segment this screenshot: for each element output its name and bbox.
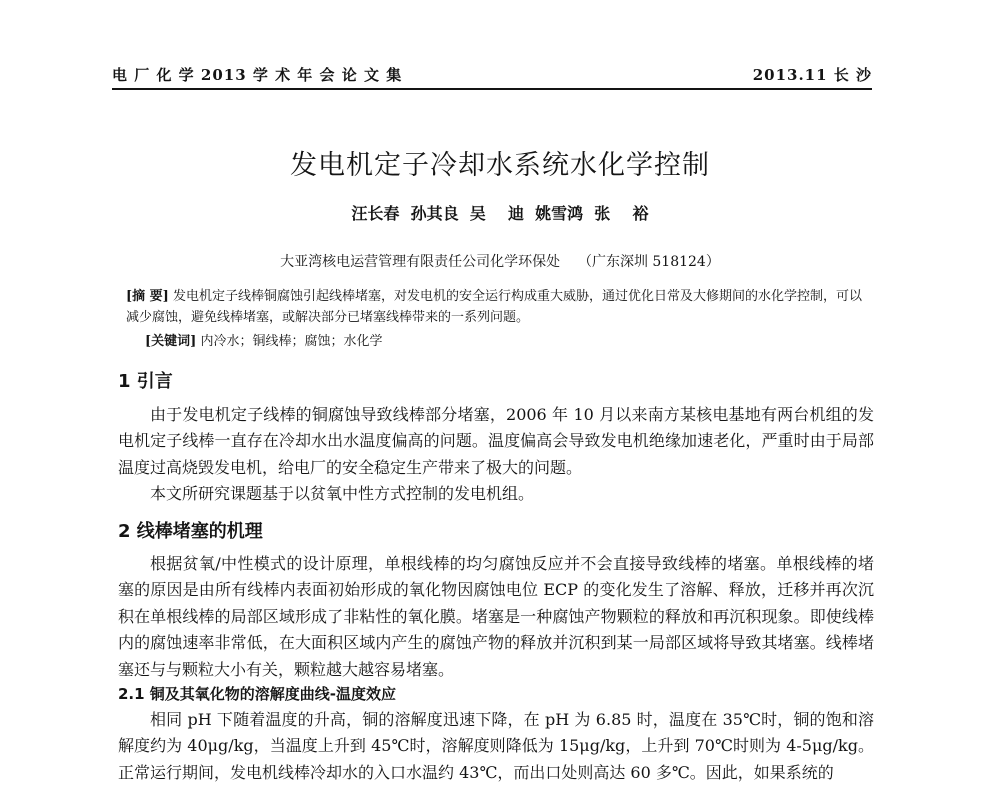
paper-title: 发电机定子冷却水系统水化学控制: [290, 150, 710, 181]
body-paragraph: 本文所研究课题基于以贫氧中性方式控制的发电机组。: [150, 484, 535, 503]
header-proceedings-title: 电 厂 化 学 2013 学 术 年 会 论 文 集: [112, 66, 403, 84]
abstract-label: [摘 要]: [126, 289, 169, 304]
keywords: [145, 331, 873, 352]
section-heading-introduction: 1 引言: [118, 371, 173, 392]
body-paragraph: 根据贫氧/中性模式的设计原理，单根线棒的均匀腐蚀反应并不会直接导致线棒的堵塞。单根线棒的堵塞的原因是由所有线棒内表面初始形成的氧化物因腐蚀电位 ECP 的变化发生了溶解、释放，迁移并再次沉积在单根线棒的局部区域形成了非粘性的氧化膜。堵塞是一种腐蚀产物颗粒的释放和再沉积现象。即使线棒内的腐蚀速率非常低，在大面积区域内产生的腐蚀产物的释放并沉积到某一局部区域将导致其堵塞。线棒堵塞还与与颗粒大小有关，颗粒越大越容易堵塞。: [118, 554, 874, 679]
keywords-label: [关键词]: [145, 334, 197, 349]
subsection-heading-solubility: 2.1 铜及其氧化物的溶解度曲线-温度效应: [118, 685, 397, 703]
header-rule: [112, 88, 872, 90]
body-paragraph: 相同 pH 下随着温度的升高，铜的溶解度迅速下降，在 pH 为 6.85 时，温度在 35℃时，铜的饱和溶解度约为 40μg/kg，当温度上升到 45℃时，溶解度则降低为 15μg/kg，上升到 70℃时则为 4-5μg/kg。正常运行期间，发电机线棒冷却水的入口水温约 43℃，而出口处则高达 60 多℃。因此，如果系统的: [118, 710, 874, 782]
running-header: [112, 64, 872, 84]
header-date-location: 2013.11 长 沙: [752, 66, 872, 84]
author-affiliation: 大亚湾核电运营管理有限责任公司化学环保处 （广东深圳 518124）: [280, 254, 720, 270]
abstract: [126, 286, 874, 328]
body-paragraph: 由于发电机定子线棒的铜腐蚀导致线棒部分堵塞，2006 年 10 月以来南方某核电基地有两台机组的发电机定子线棒一直存在冷却水出水温度偏高的问题。温度偏高会导致发电机绝缘加速老化，严重时由于局部温度过高烧毁发电机，给电厂的安全稳定生产带来了极大的问题。: [118, 405, 874, 477]
abstract-text: 发电机定子线棒铜腐蚀引起线棒堵塞，对发电机的安全运行构成重大威胁，通过优化日常及大修期间的水化学控制，可以减少腐蚀，避免线棒堵塞，或解决部分已堵塞线棒带来的一系列问题。: [126, 289, 862, 325]
author-list: 汪长春 孙其良 吴 迪 姚雪鸿 张 裕: [351, 204, 649, 223]
section-heading-mechanism: 2 线棒堵塞的机理: [118, 521, 263, 542]
keywords-text: 内冷水；铜线棒；腐蚀；水化学: [196, 334, 383, 349]
